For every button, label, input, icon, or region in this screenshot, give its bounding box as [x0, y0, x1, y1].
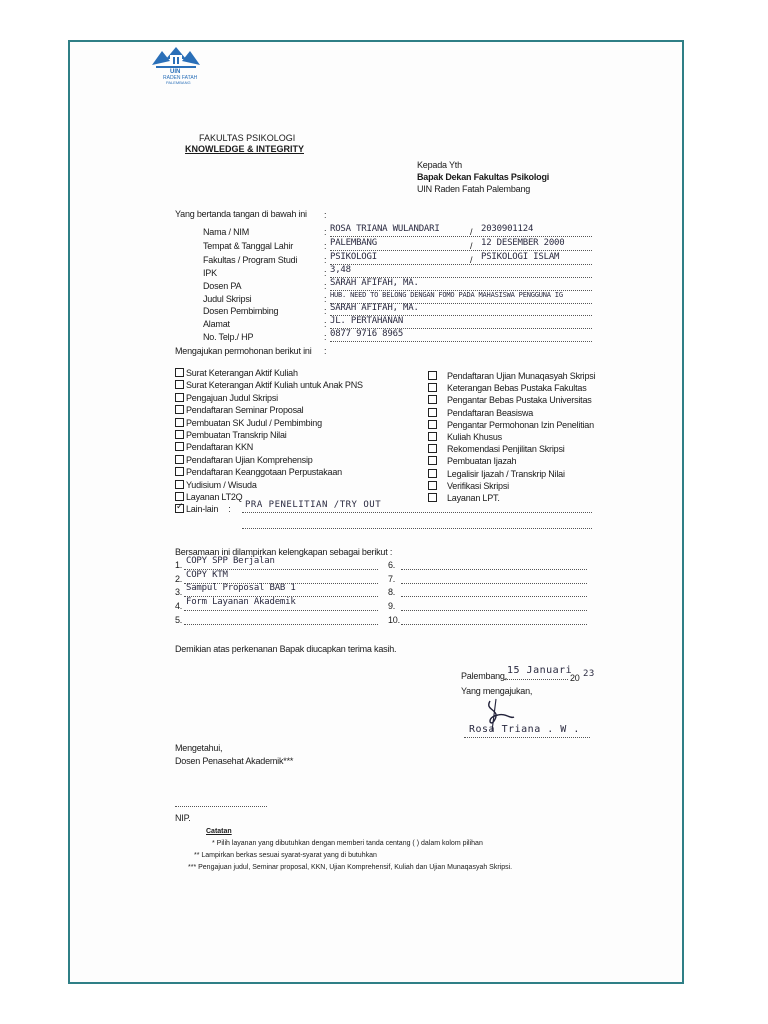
option-label: Pembuatan Ijazah	[447, 456, 517, 467]
note-1: * Pilih layanan yang dibutuhkan dengan memberi tanda centang ( ) dalam kolom pilihan	[212, 840, 483, 847]
checkbox[interactable]	[175, 442, 184, 451]
option-label: Pendaftaran Seminar Proposal	[186, 405, 304, 416]
option-colon: :	[228, 504, 231, 515]
field-line	[330, 341, 592, 342]
field-colon: :	[324, 241, 327, 251]
option-right-item[interactable]	[428, 371, 595, 381]
field-value: 0877 9716 8965	[330, 329, 404, 339]
attachment-num: 4.	[175, 601, 183, 611]
field-line	[330, 236, 592, 237]
option-left-item[interactable]	[175, 504, 231, 514]
address-line-3: UIN Raden Fatah Palembang	[417, 184, 531, 194]
field-label: Dosen Pembimbing	[203, 306, 279, 316]
lain-lain-line-1	[242, 512, 592, 513]
advisor-signature-line	[175, 806, 267, 807]
option-label: Pembuatan Transkrip Nilai	[186, 430, 287, 440]
field-label: Nama / NIM	[203, 227, 250, 237]
option-label: Surat Keterangan Aktif Kuliah untuk Anak PNS	[186, 380, 363, 391]
checkbox[interactable]	[175, 418, 184, 427]
option-left-item[interactable]	[175, 418, 322, 428]
checkbox[interactable]	[428, 420, 437, 429]
option-right-item[interactable]	[428, 493, 500, 503]
place-label: Palembang,	[461, 671, 508, 681]
option-label: Pengajuan Judul Skripsi	[186, 392, 278, 403]
option-right-item[interactable]	[428, 456, 516, 466]
logo-text-2: RADEN FATAH	[163, 75, 198, 81]
field-colon: :	[324, 294, 327, 304]
note-3: *** Pengajuan judul, Seminar proposal, KKN, Ujian Komprehensif, Kuliah dan Ujian Munaqasyah Skripsi.	[188, 864, 513, 871]
field-colon: :	[324, 281, 327, 291]
advisor-line-1: Mengetahui,	[175, 743, 223, 753]
attachment-value: COPY SPP Berjalan	[186, 556, 275, 566]
checkbox[interactable]	[428, 383, 437, 392]
option-label: Pembuatan SK Judul / Pembimbing	[186, 417, 322, 428]
field-value: SARAH AFIFAH, MA.	[330, 303, 419, 313]
address-line-1: Kepada Yth	[417, 160, 462, 170]
attachment-line	[184, 610, 378, 611]
attachment-line-right	[401, 624, 587, 625]
attachment-num: 1.	[175, 560, 183, 570]
request-colon: :	[324, 346, 327, 356]
attachment-value: Sampul Proposal BAB 1	[186, 583, 296, 593]
attachment-num: 2.	[175, 574, 183, 584]
option-right-item[interactable]	[428, 383, 587, 393]
option-label: Pendaftaran Ujian Komprehensip	[186, 454, 313, 465]
checkbox[interactable]	[175, 492, 184, 501]
field-separator: /	[470, 255, 473, 265]
note-2: ** Lampirkan berkas sesuai syarat-syarat yang di butuhkan	[194, 852, 377, 859]
option-label: Layanan LT2Q	[186, 492, 243, 502]
field-colon: :	[324, 268, 327, 278]
option-left-item[interactable]	[175, 393, 278, 403]
checkbox[interactable]	[428, 408, 437, 417]
date-line	[504, 679, 568, 680]
option-left-item[interactable]	[175, 430, 287, 440]
field-label: Judul Skripsi	[203, 294, 252, 304]
option-left-item[interactable]	[175, 405, 303, 415]
checkbox[interactable]	[175, 405, 184, 414]
option-label: Pengantar Bebas Pustaka Universitas	[447, 395, 592, 406]
option-right-item[interactable]	[428, 469, 565, 479]
field-value: 3,48	[330, 265, 351, 275]
checkbox[interactable]	[175, 368, 184, 377]
field-value-2: 2030901124	[481, 224, 534, 234]
checkbox[interactable]	[428, 481, 437, 490]
attachment-line-right	[401, 610, 587, 611]
field-label: Tempat & Tanggal Lahir	[203, 241, 293, 251]
field-colon: :	[324, 319, 327, 329]
attachment-num: 3.	[175, 587, 183, 597]
option-label: Keterangan Bebas Pustaka Fakultas	[447, 383, 587, 394]
checkbox[interactable]	[428, 493, 437, 502]
option-label: Pendaftaran Keanggotaan Perpustakaan	[186, 467, 342, 478]
advisor-line-2: Dosen Penasehat Akademik***	[175, 756, 294, 766]
checkbox[interactable]	[428, 432, 437, 441]
field-value-2: 12 DESEMBER 2000	[481, 238, 565, 248]
field-value: PALEMBANG	[330, 238, 377, 248]
option-label: Lain-lain	[186, 504, 219, 515]
checkbox[interactable]	[175, 455, 184, 464]
checkbox[interactable]	[175, 430, 184, 439]
attachment-value: Form Layanan Akademik	[186, 597, 296, 607]
option-label: Pendaftaran Ujian Munaqasyah Skripsi	[447, 371, 596, 381]
notes-title: Catatan	[206, 828, 232, 835]
option-label: Pengantar Permohonan Izin Penelitian	[447, 419, 594, 430]
logo-text-1: UIN	[170, 69, 181, 75]
checkbox[interactable]	[428, 456, 437, 465]
applicant-label: Yang mengajukan,	[461, 686, 533, 696]
checkbox[interactable]	[428, 469, 437, 478]
intro-text: Yang bertanda tangan di bawah ini	[175, 209, 307, 219]
date-handwritten: 15 Januari	[507, 665, 573, 676]
field-separator: /	[470, 227, 473, 237]
attachment-line-right	[401, 596, 587, 597]
option-right-item[interactable]	[428, 395, 592, 405]
year-handwritten: 23	[583, 669, 595, 679]
option-label: Layanan LPT.	[447, 493, 500, 503]
attachment-line-right	[401, 583, 587, 584]
attachments-label: Bersamaan ini dilampirkan kelengkapan sebagai berikut :	[175, 547, 393, 557]
option-right-item[interactable]	[428, 444, 565, 454]
field-label: Alamat	[203, 319, 230, 329]
checkbox[interactable]	[175, 480, 184, 489]
attachment-num-right: 9.	[388, 601, 396, 611]
field-colon: :	[324, 227, 327, 237]
checkbox[interactable]	[428, 444, 437, 453]
field-value: ROSA TRIANA WULANDARI	[330, 224, 440, 234]
option-label: Legalisir Ijazah / Transkrip Nilai	[447, 468, 565, 479]
applicant-line	[464, 737, 590, 738]
attachment-num: 5.	[175, 615, 183, 625]
field-label: No. Telp./ HP	[203, 332, 254, 342]
option-left-item[interactable]	[175, 467, 342, 477]
option-left-item[interactable]	[175, 480, 257, 490]
field-value-2: PSIKOLOGI ISLAM	[481, 252, 560, 262]
field-value: PSIKOLOGI	[330, 252, 377, 262]
faculty-name: FAKULTAS PSIKOLOGI	[199, 133, 296, 143]
option-right-item[interactable]	[428, 408, 533, 418]
attachment-line-right	[401, 569, 587, 570]
field-label: IPK	[203, 268, 217, 278]
checkbox[interactable]	[428, 395, 437, 404]
faculty-motto: KNOWLEDGE & INTEGRITY	[185, 144, 304, 154]
option-left-item[interactable]	[175, 492, 242, 502]
option-right-item[interactable]	[428, 481, 509, 491]
field-line	[330, 264, 592, 265]
closing-text: Demikian atas perkenanan Bapak diucapkan terima kasih.	[175, 644, 397, 654]
attachment-line	[184, 624, 378, 625]
field-line	[330, 250, 592, 251]
field-separator: /	[470, 241, 473, 251]
option-label: Pendaftaran Beasiswa	[447, 407, 534, 418]
attachment-value: COPY KTM	[186, 570, 228, 580]
field-value: SARAH AFIFAH, MA.	[330, 278, 419, 288]
attachment-num-right: 10.	[388, 615, 400, 625]
checkbox[interactable]	[175, 380, 184, 389]
checkbox[interactable]	[175, 467, 184, 476]
option-right-item[interactable]	[428, 420, 594, 430]
checkbox[interactable]	[428, 371, 437, 380]
option-left-item[interactable]	[175, 368, 298, 378]
attachment-num-right: 7.	[388, 574, 396, 584]
address-line-2: Bapak Dekan Fakultas Psikologi	[417, 172, 550, 182]
option-label: Surat Keterangan Aktif Kuliah	[186, 368, 298, 378]
field-value: HUB. NEED TO BELONG DENGAN FOMO PADA MAHASISWA PENGGUNA IG	[330, 291, 563, 299]
logo-text-3: PALEMBANG	[166, 80, 191, 85]
attachment-num-right: 6.	[388, 560, 396, 570]
field-label: Dosen PA	[203, 281, 242, 291]
option-label: Pendaftaran KKN	[186, 442, 254, 453]
field-colon: :	[324, 332, 327, 342]
logo-emblem-icon	[148, 45, 204, 69]
option-label: Verifikasi Skripsi	[447, 480, 509, 491]
attachment-num-right: 8.	[388, 587, 396, 597]
option-label: Yudisium / Wisuda	[186, 479, 257, 490]
field-colon: :	[324, 255, 327, 265]
field-label: Fakultas / Program Studi	[203, 255, 298, 265]
request-label: Mengajukan permohonan berikut ini	[175, 346, 312, 356]
year-prefix: 20	[570, 673, 580, 683]
option-left-item[interactable]	[175, 455, 313, 465]
lain-lain-line-2	[242, 528, 592, 529]
option-left-item[interactable]	[175, 380, 363, 390]
checkbox[interactable]	[175, 504, 184, 513]
applicant-name: Rosa Triana . W .	[469, 724, 580, 735]
nip-label: NIP.	[175, 813, 191, 823]
option-label: Rekomendasi Penjilitan Skripsi	[447, 444, 565, 455]
field-colon: :	[324, 306, 327, 316]
lain-lain-value: PRA PENELITIAN /TRY OUT	[245, 500, 382, 510]
option-left-item[interactable]	[175, 442, 253, 452]
option-right-item[interactable]	[428, 432, 502, 442]
field-value: JL. PERTAHANAN	[330, 316, 404, 326]
option-label: Kuliah Khusus	[447, 432, 502, 442]
intro-colon: :	[324, 210, 327, 220]
checkbox[interactable]	[175, 393, 184, 402]
